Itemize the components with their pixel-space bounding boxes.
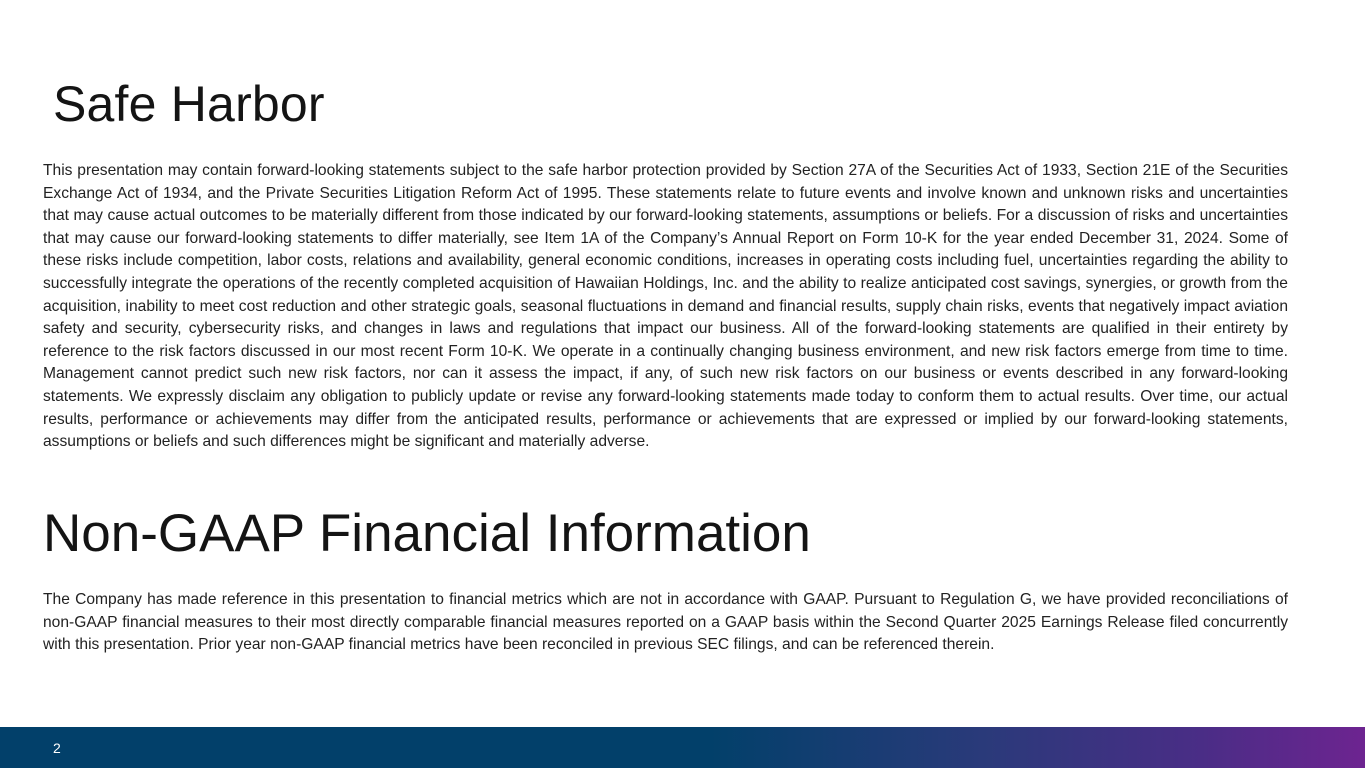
- non-gaap-body: The Company has made reference in this presentation to financial metrics which are not in accordance with GAAP. Pursuant to Regulation G, we have provided reconciliations of non-GAAP financial measures to their most directly comparable financial measures reported on a GAAP basis within the Second Quarter 2025 Earnings Release filed concurrently with this presentation. Prior year non-GAAP financial metrics have been reconciled in previous SEC filings, and can be referenced therein.: [43, 591, 1288, 654]
- footer-bar: [0, 727, 1365, 768]
- safe-harbor-body: This presentation may contain forward-looking statements subject to the safe harbor protection provided by Section 27A of the Securities Act of 1933, Section 21E of the Securities Exchange Act of 1934, and the Private Securities Litigation Reform Act of 1995. These statements relate to future events and involve known and unknown risks and uncertainties that may cause actual outcomes to be materially different from those indicated by our forward-looking statements, assumptions or beliefs. For a discussion of risks and uncertainties that may cause our forward-looking statements to differ materially, see Item 1A of the Company’s Annual Report on Form 10-K for the year ended December 31, 2024. Some of these risks include competition, labor costs, relations and availability, general economic conditions, increases in operating costs including fuel, uncertainties regarding the ability to successfully integrate the operations of the recently completed acquisition of Hawaiian Holdings, Inc. and the ability to realize anticipated cost savings, synergies, or growth from the acquisition, inability to meet cost reduction and other strategic goals, seasonal fluctuations in demand and financial results, supply chain risks, events that negatively impact aviation safety and security, cybersecurity risks, and changes in laws and regulations that impact our business. All of the forward-looking statements are qualified in their entirety by reference to the risk factors discussed in our most recent Form 10-K. We operate in a continually changing business environment, and new risk factors emerge from time to time. Management cannot predict such new risk factors, nor can it assess the impact, if any, of such new risk factors on our business or events described in any forward-looking statements. We expressly disclaim any obligation to publicly update or revise any forward-looking statements made today to conform them to actual results. Over time, our actual results, performance or achievements may differ from the anticipated results, performance or achievements that are expressed or implied by our forward-looking statements, assumptions or beliefs and such differences might be significant and materially adverse.: [43, 162, 1288, 451]
- non-gaap-title: Non-GAAP Financial Information: [43, 504, 811, 563]
- page-number: 2: [53, 740, 61, 756]
- safe-harbor-title: Safe Harbor: [53, 76, 325, 132]
